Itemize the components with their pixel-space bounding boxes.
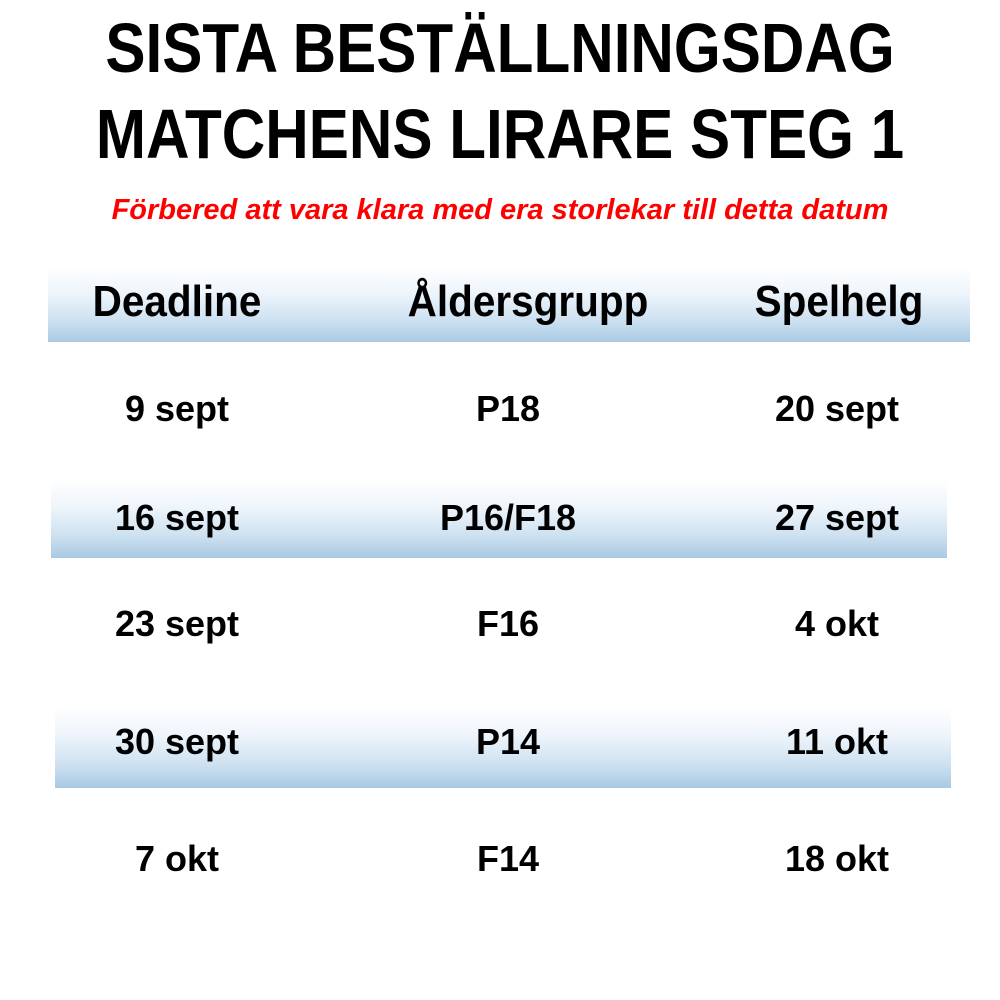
cell-deadline: 16 sept [114, 497, 240, 538]
subtitle: Förbered att vara klara med era storlekar till detta datum [111, 194, 889, 226]
cell-age-group: P16/F18 [439, 497, 577, 538]
cell-deadline: 30 sept [114, 721, 240, 762]
cell-age-group: P18 [475, 388, 541, 429]
cell-age-group: P14 [475, 721, 541, 762]
column-header-deadline: Deadline [92, 277, 262, 326]
column-header-game-weekend: Spelhelg [754, 277, 924, 326]
cell-age-group: F16 [476, 603, 540, 644]
cell-deadline: 9 sept [124, 388, 230, 429]
cell-deadline: 23 sept [114, 603, 240, 644]
cell-age-group: F14 [476, 838, 540, 879]
cell-game-weekend: 18 okt [784, 838, 890, 879]
cell-game-weekend: 11 okt [785, 721, 889, 762]
cell-game-weekend: 4 okt [794, 603, 880, 644]
title-line-2: MATCHENS LIRARE STEG 1 [95, 95, 905, 173]
cell-game-weekend: 20 sept [774, 388, 900, 429]
column-header-age-group: Åldersgrupp [407, 277, 649, 326]
cell-game-weekend: 27 sept [774, 497, 900, 538]
title-line-1: SISTA BESTÄLLNINGSDAG [105, 9, 895, 87]
cell-deadline: 7 okt [134, 838, 220, 879]
